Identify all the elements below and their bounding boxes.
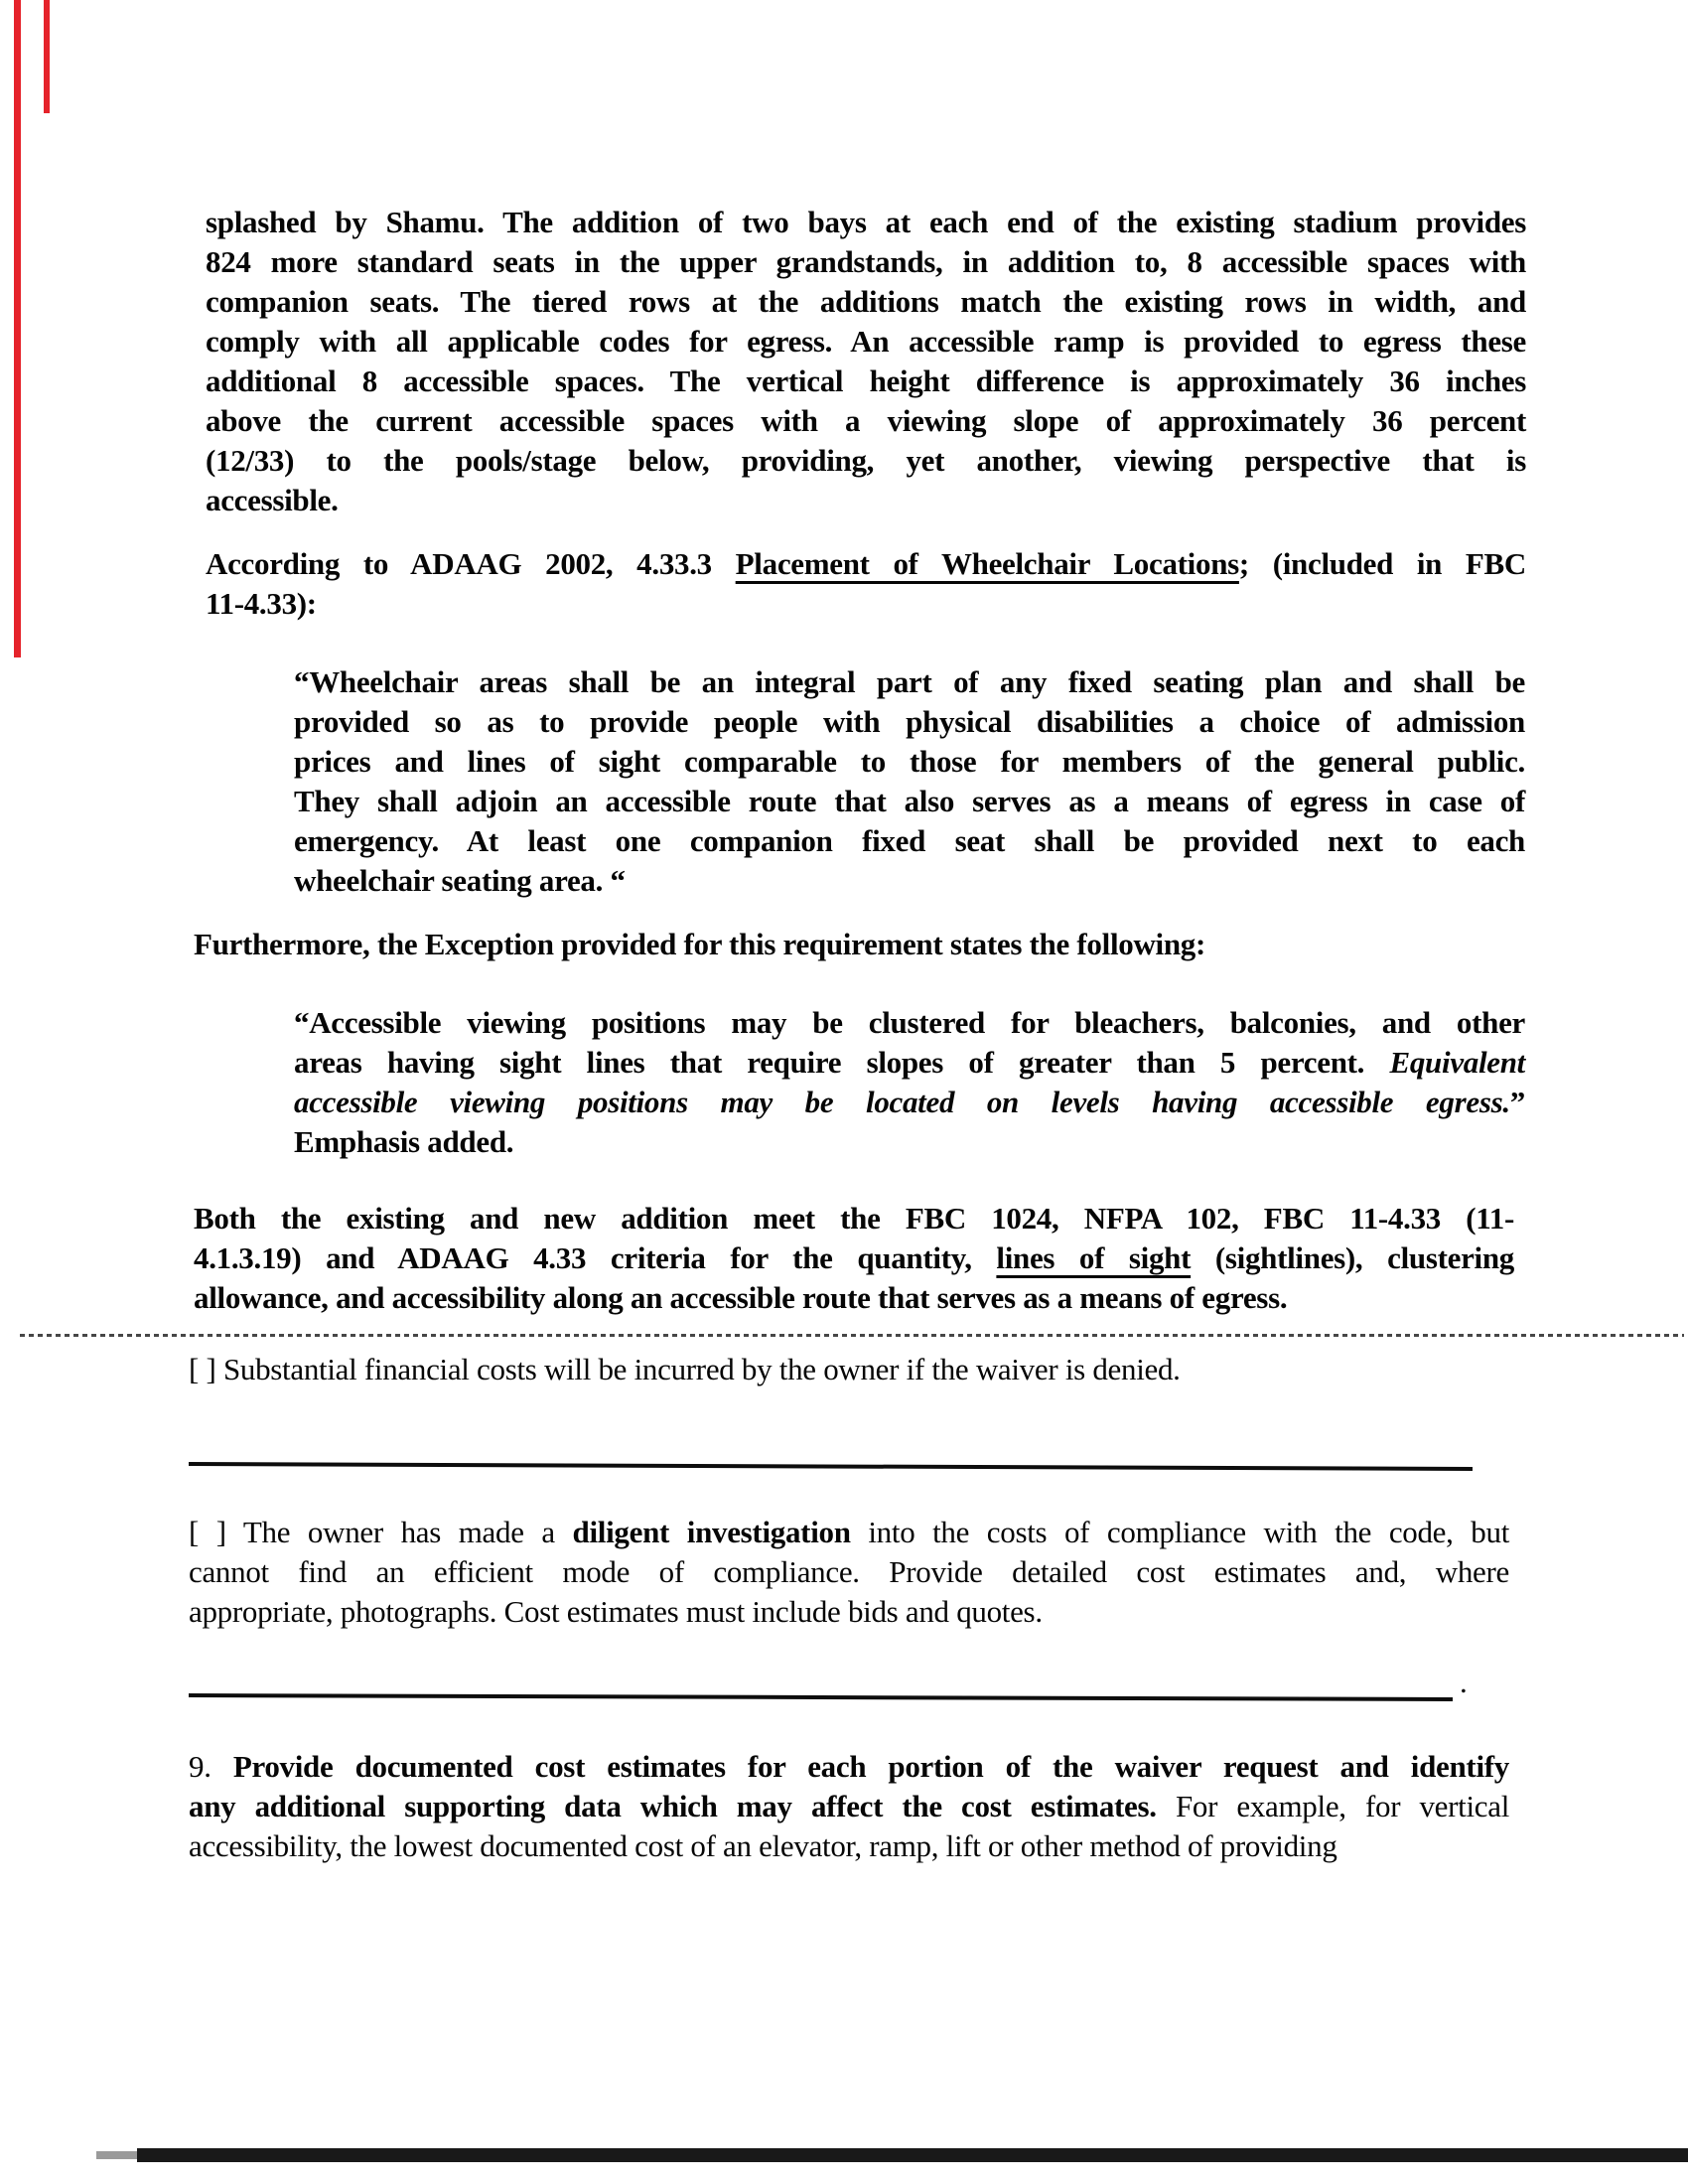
- furthermore-line: [194, 925, 1584, 964]
- checkbox-option-diligent-investigation: [189, 1513, 1509, 1632]
- text-line: cannot find an efficient mode of compliance. Provide detailed cost estimates and, where: [189, 1554, 1509, 1589]
- wheelchair-quote: [294, 662, 1525, 901]
- item-9-paragraph: [189, 1747, 1509, 1866]
- text-line: companion seats. The tiered rows at the additions match the existing rows in width, and: [206, 284, 1526, 319]
- text-line: “Wheelchair areas shall be an integral part of any fixed seating plan and shall be: [294, 664, 1525, 699]
- text-line: accessible.: [206, 483, 339, 517]
- text-line: 824 more standard seats in the upper grandstands, in addition to, 8 accessible spaces with: [206, 244, 1526, 279]
- scan-artifact-bottom-bar: [137, 2148, 1688, 2162]
- text-line: areas having sight lines that require slopes of greater than 5 percent. Equivalent: [294, 1045, 1525, 1080]
- text-line: appropriate, photographs. Cost estimates must include bids and quotes.: [189, 1594, 1043, 1629]
- text-line: provided so as to provide people with physical disabilities a choice of admission: [294, 704, 1525, 739]
- adaag-heading: [206, 544, 1526, 624]
- both-meet-paragraph: [194, 1199, 1514, 1318]
- text-line: 4.1.3.19) and ADAAG 4.33 criteria for the quantity, lines of sight (sightlines), clustering: [194, 1240, 1514, 1275]
- scan-artifact-red-line-long: [14, 0, 21, 657]
- dotted-divider: [20, 1334, 1684, 1337]
- exception-quote: [294, 1003, 1525, 1162]
- text-line: According to ADAAG 2002, 4.33.3 Placement of Wheelchair Locations; (included in FBC: [206, 546, 1526, 581]
- text-line: prices and lines of sight comparable to those for members of the general public.: [294, 744, 1525, 779]
- text-line: comply with all applicable codes for egress. An accessible ramp is provided to egress these: [206, 324, 1526, 359]
- text-line: accessibility, the lowest documented cost of an elevator, ramp, lift or other method of providing: [189, 1828, 1337, 1863]
- text-line: emergency. At least one companion fixed seat shall be provided next to each: [294, 823, 1525, 858]
- text-line: They shall adjoin an accessible route that also serves as a means of egress in case of: [294, 784, 1525, 818]
- text-line: wheelchair seating area. “: [294, 863, 626, 898]
- text-line: (12/33) to the pools/stage below, providing, yet another, viewing perspective that is: [206, 443, 1526, 478]
- text-line: additional 8 accessible spaces. The vertical height difference is approximately 36 inches: [206, 364, 1526, 398]
- text-line: “Accessible viewing positions may be clustered for bleachers, balconies, and other: [294, 1005, 1525, 1040]
- text-line: accessible viewing positions may be located on levels having accessible egress.”: [294, 1085, 1525, 1119]
- text-line: Furthermore, the Exception provided for this requirement states the following:: [194, 927, 1206, 961]
- text-line: allowance, and accessibility along an accessible route that serves as a means of egress.: [194, 1280, 1288, 1315]
- text-line: above the current accessible spaces with a viewing slope of approximately 36 percent: [206, 403, 1526, 438]
- text-line: Emphasis added.: [294, 1124, 514, 1159]
- scan-artifact-bottom-bar-tick: [96, 2151, 137, 2159]
- text-line: [ ] The owner has made a diligent investigation into the costs of compliance with the code, but: [189, 1515, 1510, 1549]
- text-line: 11-4.33):: [206, 586, 317, 621]
- text-line: Both the existing and new addition meet the FBC 1024, NFPA 102, FBC 11-4.33 (11-: [194, 1201, 1514, 1236]
- text-line: splashed by Shamu. The addition of two bays at each end of the existing stadium provides: [206, 205, 1526, 239]
- horizontal-rule: [189, 1462, 1473, 1471]
- text-line: [ ] Substantial financial costs will be incurred by the owner if the waiver is denied.: [189, 1352, 1181, 1386]
- stray-period: .: [1460, 1665, 1468, 1699]
- text-line: any additional supporting data which may affect the cost estimates. For example, for vertical: [189, 1789, 1510, 1823]
- intro-paragraph: [206, 203, 1526, 520]
- scan-artifact-red-line-short: [44, 0, 50, 113]
- horizontal-rule: [189, 1693, 1453, 1701]
- checkbox-option-substantial-costs: [189, 1350, 1509, 1389]
- text-line: 9. Provide documented cost estimates for each portion of the waiver request and identify: [189, 1749, 1509, 1784]
